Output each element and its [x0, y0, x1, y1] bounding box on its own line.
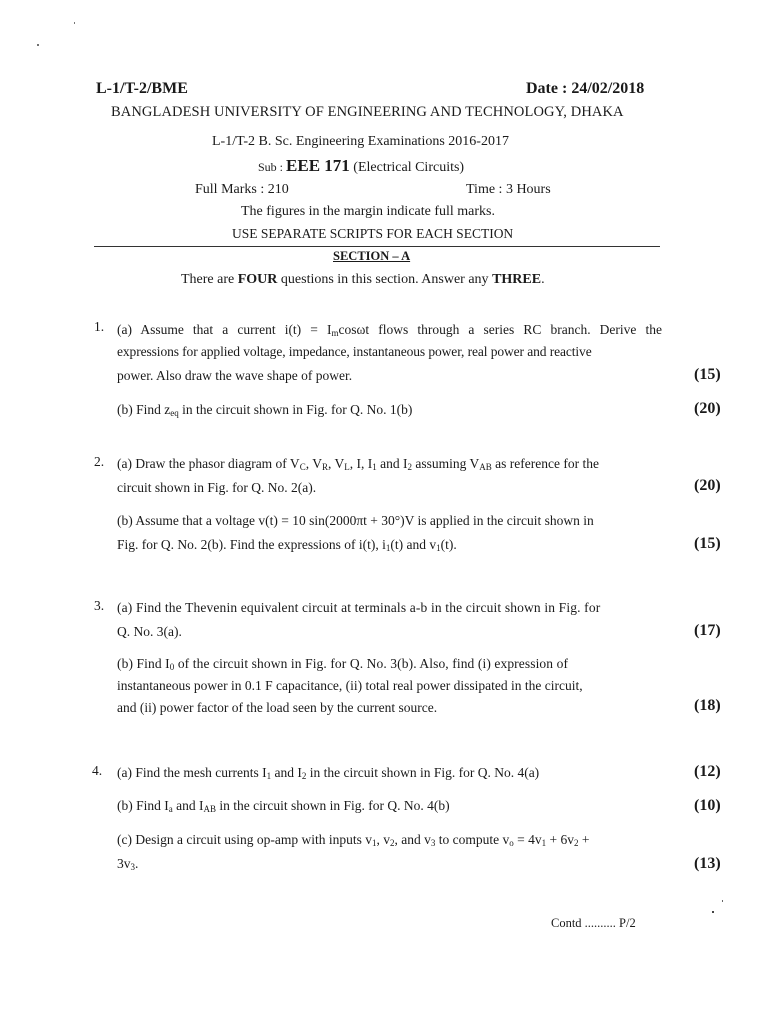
q3b-line3: and (ii) power factor of the load seen by the current source. [117, 700, 438, 715]
q1a-line1: (a) Assume that a current $i(t) = I_m\cos\omega t$ flows through a series RC branch. Derive the [117, 322, 662, 338]
q3b-marks: (18) [694, 697, 721, 714]
instr-three: THREE [492, 272, 542, 287]
q1a-line2: expressions for applied voltage, impedance, instantaneous power, real power and reactive [117, 344, 592, 359]
q3b-line1: (b) Find $I_0$ of the circuit shown in Fig. for Q. No. 3(b). Also, find (i) expression of [117, 656, 569, 672]
q4a-marks: (12) [694, 763, 721, 780]
q3-part-a [117, 597, 662, 643]
instr-text-3: . [541, 272, 545, 287]
header-divider [94, 246, 660, 247]
scan-speck [722, 900, 723, 902]
q2-number: 2. [94, 454, 105, 469]
q3b-line2: instantaneous power in 0.1 F capacitance, (ii) total real power dissipated in the circuit, [117, 678, 583, 693]
marks-note: The figures in the margin indicate full marks. [241, 204, 496, 219]
q2a-marks: (20) [694, 477, 721, 494]
q4-part-a: (a) Find the mesh currents $I_1$ and $I_2$ in the circuit shown in Fig. for Q. No. 4(a) [117, 765, 540, 781]
q3a-line2: Q. No. 3(a). [117, 624, 182, 639]
exam-title: L-1/T-2 B. Sc. Engineering Examinations 2016-2017 [212, 134, 509, 149]
q2-part-b [117, 510, 662, 556]
instr-text-2: questions in this section. Answer any [277, 272, 493, 287]
q4c-marks: (13) [694, 855, 721, 872]
scan-speck [74, 22, 75, 24]
q2-part-a [117, 453, 662, 499]
q3-part-b [117, 653, 662, 719]
q1-part-a [117, 319, 662, 387]
q4-number: 4. [92, 763, 103, 778]
q1a-line3: power. Also draw the wave shape of power. [117, 368, 353, 383]
instr-four: FOUR [237, 272, 278, 287]
scan-speck [37, 44, 39, 46]
subject-prefix: Sub : [258, 160, 287, 174]
scan-speck [712, 911, 714, 913]
section-title: SECTION – A [333, 249, 411, 263]
q1-part-b: (b) Find $z_{eq}$ in the circuit shown in Fig. for Q. No. 1(b) [117, 402, 413, 418]
q3a-line1: (a) Find the Thevenin equivalent circuit at terminals a-b in the circuit shown in Fig. for [117, 600, 601, 615]
q3a-marks: (17) [694, 622, 721, 639]
q2a-line1: (a) Draw the phasor diagram of $V_C$, $V_R$, $V_L$, I, $I_1$ and $I_2$ assuming $V_{AB}$ as reference for the [117, 456, 599, 472]
subject-code: EEE 171 [286, 156, 350, 175]
q2b-line2: Fig. for Q. No. 2(b). Find the expressions of i(t), $i_1(t)$ and $v_1(t)$. [117, 537, 457, 553]
full-marks: Full Marks : 210 [195, 182, 289, 197]
q4c-line1: (c) Design a circuit using op-amp with inputs $v_1$, $v_2$, and $v_3$ to compute $v_o = 4v_1 + 6v_2$ + [117, 832, 590, 848]
university-name: BANGLADESH UNIVERSITY OF ENGINEERING AND TECHNOLOGY, DHAKA [111, 104, 624, 120]
q2b-marks: (15) [694, 535, 721, 552]
continued-note: Contd .......... P/2 [551, 916, 636, 930]
exam-time: Time : 3 Hours [466, 182, 551, 197]
q1b-marks: (20) [694, 400, 721, 417]
course-code: L-1/T-2/BME [96, 80, 188, 97]
subject-name: (Electrical Circuits) [349, 160, 465, 175]
subject-line [258, 156, 464, 176]
q1a-marks: (15) [694, 366, 721, 383]
instr-text-1: There are [181, 272, 238, 287]
q2a-line2: circuit shown in Fig. for Q. No. 2(a). [117, 480, 317, 495]
q3-number: 3. [94, 598, 105, 613]
q4-part-c [117, 829, 662, 875]
q4-part-b: (b) Find $I_a$ and $I_{AB}$ in the circuit shown in Fig. for Q. No. 4(b) [117, 798, 450, 814]
q4c-line2: $3v_3$. [117, 856, 139, 872]
q2b-line1: (b) Assume that a voltage v(t) = 10 sin(2000πt + 30°)V is applied in the circuit shown in [117, 513, 594, 528]
q4b-marks: (10) [694, 797, 721, 814]
section-instructions [181, 272, 545, 288]
q1-number: 1. [94, 319, 105, 334]
scripts-note: USE SEPARATE SCRIPTS FOR EACH SECTION [232, 226, 514, 241]
exam-date: Date : 24/02/2018 [526, 80, 645, 97]
